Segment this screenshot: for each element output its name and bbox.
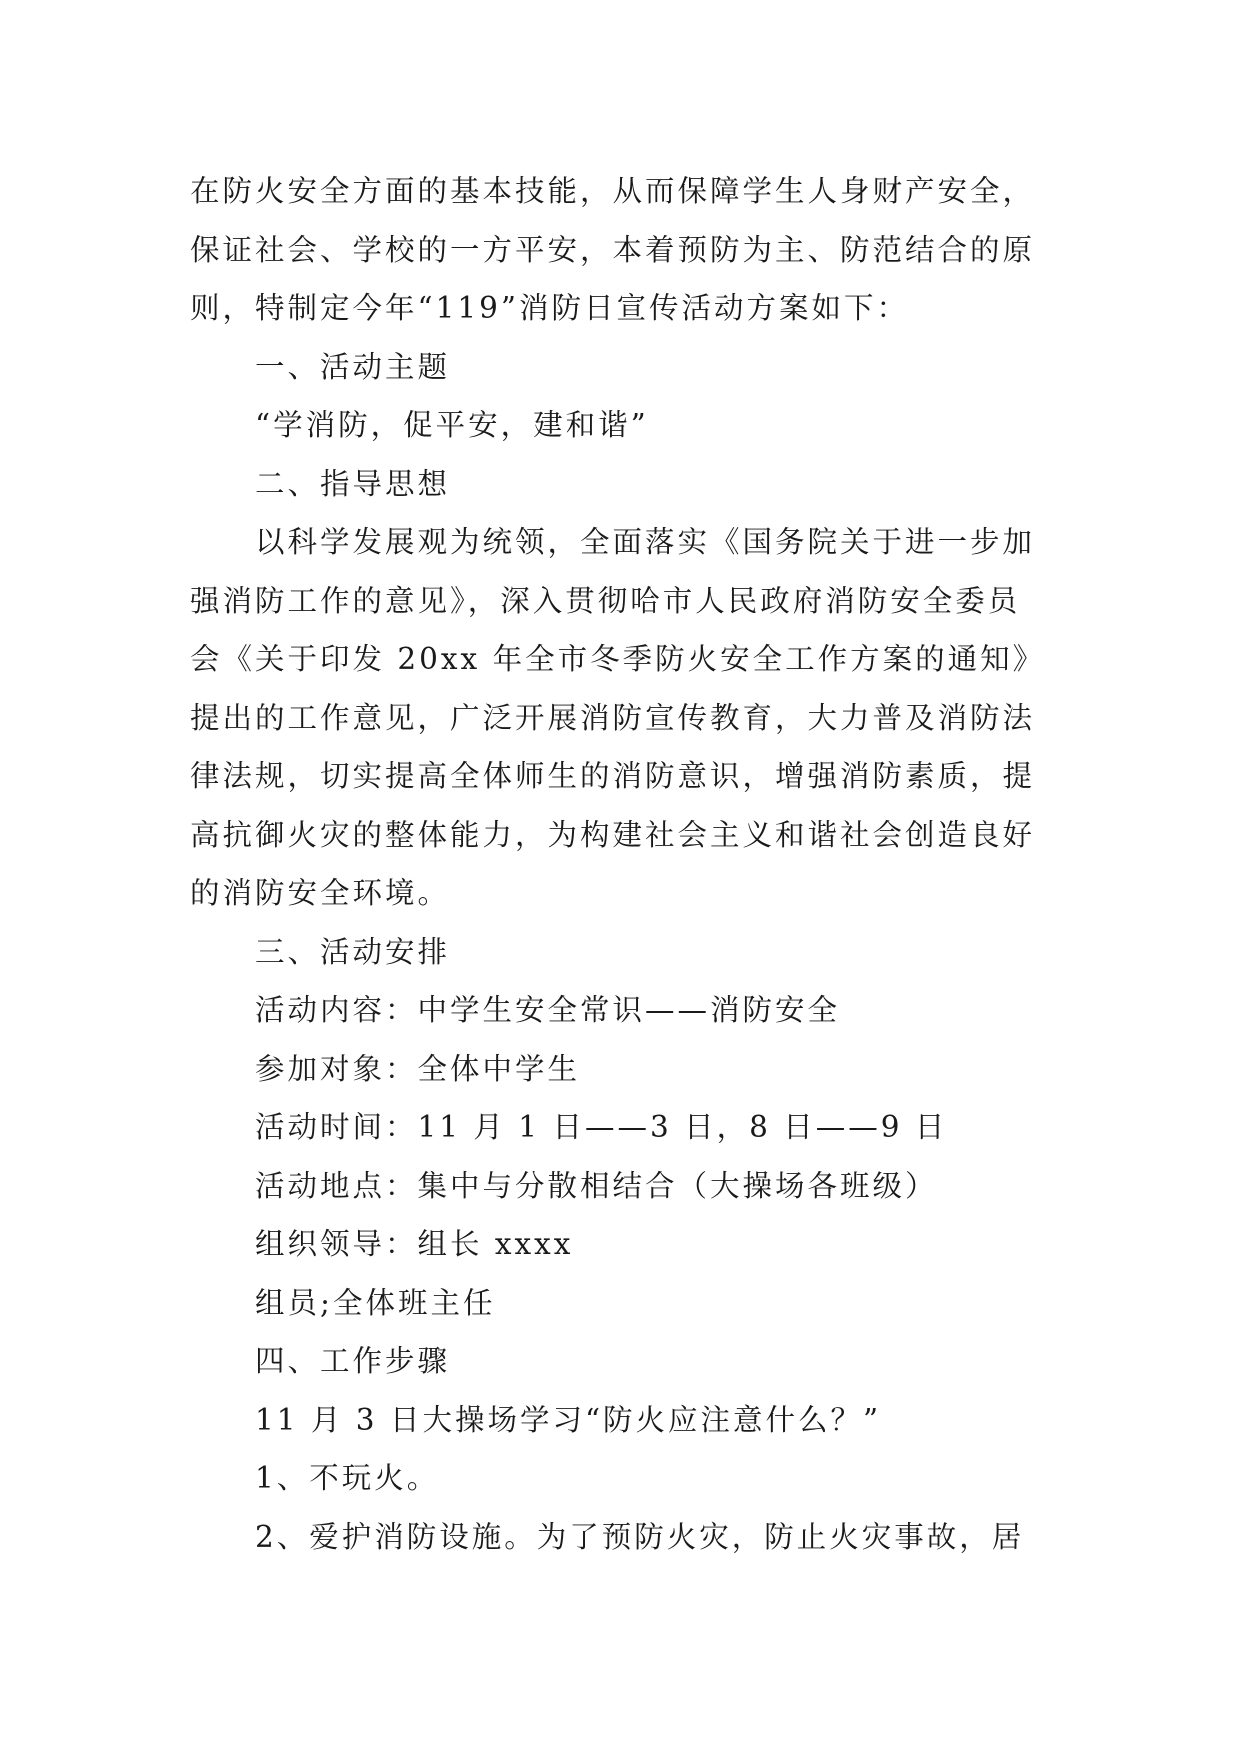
document-body bbox=[190, 162, 1060, 1566]
text-line: 活动内容：中学生安全常识——消防安全 bbox=[255, 993, 841, 1027]
text-line: 律法规，切实提高全体师生的消防意识，增强消防素质，提 bbox=[190, 759, 1036, 793]
text-line: 一、活动主题 bbox=[255, 349, 451, 384]
text-line: 活动时间：11 月 1 日——3 日，8 日——9 日 bbox=[255, 1110, 948, 1144]
text-line: 保证社会、学校的一方平安，本着预防为主、防范结合的原 bbox=[190, 232, 1036, 267]
text-line: 11 月 3 日大操场学习“防火应注意什么？” bbox=[255, 1402, 882, 1437]
text-line: 以科学发展观为统领，全面落实《国务院关于进一步加 bbox=[255, 525, 1036, 559]
text-line: 四、工作步骤 bbox=[255, 1344, 451, 1378]
text-line: 2、爱护消防设施。为了预防火灾，防止火灾事故，居 bbox=[255, 1519, 1025, 1554]
text-line: 参加对象：全体中学生 bbox=[255, 1051, 581, 1086]
text-line: “学消防，促平安，建和谐” bbox=[255, 408, 649, 442]
text-line: 活动地点：集中与分散相结合（大操场各班级） bbox=[255, 1168, 938, 1203]
text-line: 1、不玩火。 bbox=[255, 1461, 440, 1495]
text-line: 的消防安全环境。 bbox=[190, 876, 451, 910]
text-line: 会《关于印发 20xx 年全市冬季防火安全工作方案的通知》 bbox=[190, 642, 1046, 676]
text-line: 高抗御火灾的整体能力，为构建社会主义和谐社会创造良好 bbox=[190, 817, 1036, 852]
text-line: 组员;全体班主任 bbox=[255, 1285, 496, 1320]
text-line: 则，特制定今年“119”消防日宣传活动方案如下： bbox=[190, 291, 909, 325]
text-line: 二、指导思想 bbox=[255, 466, 451, 501]
text-line: 三、活动安排 bbox=[255, 934, 451, 969]
text-line: 在防火安全方面的基本技能，从而保障学生人身财产安全， bbox=[190, 174, 1036, 208]
text-line: 强消防工作的意见》，深入贯彻哈市人民政府消防安全委员 bbox=[190, 583, 1021, 618]
text-line: 组织领导：组长 xxxx bbox=[255, 1227, 574, 1261]
text-line: 提出的工作意见，广泛开展消防宣传教育，大力普及消防法 bbox=[190, 700, 1036, 735]
